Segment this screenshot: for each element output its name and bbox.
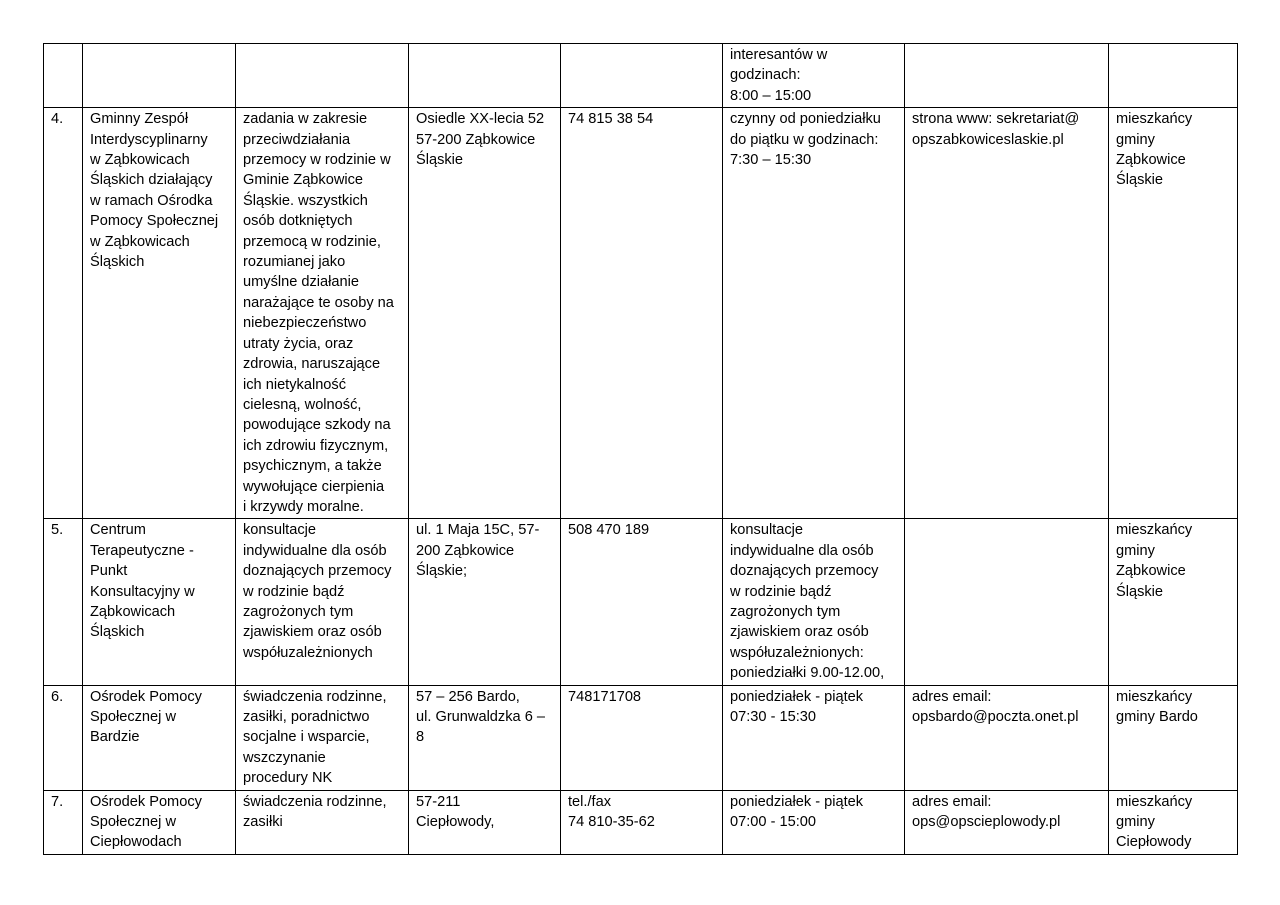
cell-recipients: mieszkańcy gminy Ząbkowice Śląskie [1109, 519, 1238, 685]
cell-address: 57-211 Ciepłowody, [409, 790, 561, 854]
table-row [44, 685, 1238, 790]
cell-recipients [1109, 44, 1238, 108]
cell-contact [905, 44, 1109, 108]
cell-scope [236, 44, 409, 108]
cell-institution-name: Gminny Zespół Interdyscyplinarny w Ząbkowicach Śląskich działający w ramach Ośrodka Pomocy Społecznej w Ząbkowicach Śląskich [83, 108, 236, 519]
cell-address: 57 – 256 Bardo, ul. Grunwaldzka 6 – 8 [409, 685, 561, 790]
cell-contact: adres email: opsbardo@poczta.onet.pl [905, 685, 1109, 790]
cell-phone: 508 470 189 [561, 519, 723, 685]
cell-institution-name [83, 44, 236, 108]
cell-address [409, 44, 561, 108]
cell-recipients: mieszkańcy gminy Ciepłowody [1109, 790, 1238, 854]
cell-institution-name: Ośrodek Pomocy Społecznej w Bardzie [83, 685, 236, 790]
cell-number: 4. [44, 108, 83, 519]
cell-scope: świadczenia rodzinne, zasiłki, poradnictwo socjalne i wsparcie, wszczynanie procedury NK [236, 685, 409, 790]
cell-scope: konsultacje indywidualne dla osób doznających przemocy w rodzinie bądź zagrożonych tym zjawiskiem oraz osób współuzależnionych [236, 519, 409, 685]
cell-hours: poniedziałek - piątek 07:00 - 15:00 [723, 790, 905, 854]
cell-hours: konsultacje indywidualne dla osób doznających przemocy w rodzinie bądź zagrożonych tym zjawiskiem oraz osób współuzależnionych: poniedziałki 9.00-12.00, [723, 519, 905, 685]
table-row [44, 519, 1238, 685]
cell-hours: czynny od poniedziałku do piątku w godzinach: 7:30 – 15:30 [723, 108, 905, 519]
cell-contact: strona www: sekretariat@ opszabkowiceslaskie.pl [905, 108, 1109, 519]
cell-phone: tel./fax 74 810-35-62 [561, 790, 723, 854]
table-row [44, 44, 1238, 108]
table-row [44, 790, 1238, 854]
cell-number [44, 44, 83, 108]
cell-recipients: mieszkańcy gminy Bardo [1109, 685, 1238, 790]
cell-institution-name: Ośrodek Pomocy Społecznej w Ciepłowodach [83, 790, 236, 854]
cell-scope: świadczenia rodzinne, zasiłki [236, 790, 409, 854]
cell-hours: interesantów w godzinach: 8:00 – 15:00 [723, 44, 905, 108]
cell-address: ul. 1 Maja 15C, 57- 200 Ząbkowice Śląskie; [409, 519, 561, 685]
cell-scope: zadania w zakresie przeciwdziałania przemocy w rodzinie w Gminie Ząbkowice Śląskie. wszystkich osób dotkniętych przemocą w rodzinie, rozumianej jako umyślne działanie narażające te osoby na niebezpieczeństwo utraty życia, oraz zdrowia, naruszające ich nietykalność cielesną, wolność, powodujące szkody na ich zdrowiu fizycznym, psychicznym, a także wywołujące cierpienia i krzywdy moralne. [236, 108, 409, 519]
cell-number: 6. [44, 685, 83, 790]
cell-hours: poniedziałek - piątek 07:30 - 15:30 [723, 685, 905, 790]
cell-contact [905, 519, 1109, 685]
cell-phone: 74 815 38 54 [561, 108, 723, 519]
institutions-table [43, 43, 1238, 855]
cell-number: 5. [44, 519, 83, 685]
cell-recipients: mieszkańcy gminy Ząbkowice Śląskie [1109, 108, 1238, 519]
cell-phone [561, 44, 723, 108]
cell-contact: adres email: ops@opscieplowody.pl [905, 790, 1109, 854]
cell-address: Osiedle XX-lecia 52 57-200 Ząbkowice Śląskie [409, 108, 561, 519]
cell-phone: 748171708 [561, 685, 723, 790]
cell-institution-name: Centrum Terapeutyczne - Punkt Konsultacyjny w Ząbkowicach Śląskich [83, 519, 236, 685]
cell-number: 7. [44, 790, 83, 854]
table-row [44, 108, 1238, 519]
